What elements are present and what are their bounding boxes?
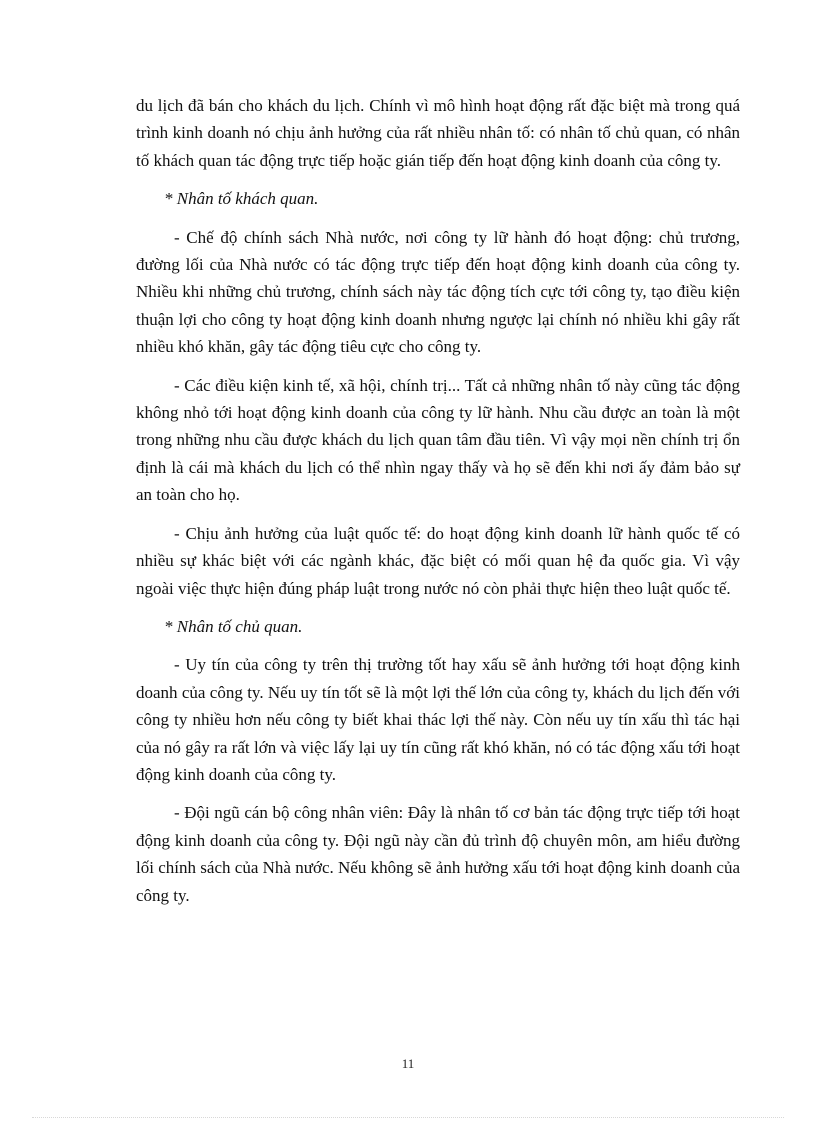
paragraph-company-reputation: - Uy tín của công ty trên thị trường tốt hay xấu sẽ ảnh hưởng tới hoạt động kinh doanh của công ty. Nếu uy tín tốt sẽ là một lợi thế lớn của công ty, khách du lịch đến với công ty nhiều hơn nếu công ty biết khai thác lợi thế này. Còn nếu uy tín xấu thì tác hại của nó gây ra rất lớn và việc lấy lại uy tín cũng rất khó khăn, nó có tác động xấu tới hoạt động kinh doanh của công ty. bbox=[136, 655, 740, 784]
paragraph-staff: - Đội ngũ cán bộ công nhân viên: Đây là nhân tố cơ bản tác động trực tiếp tới hoạt động kinh doanh của công ty. Đội ngũ này cần đủ trình độ chuyên môn, am hiểu đường lối chính sách của Nhà nước. Nếu không sẽ ảnh hưởng xấu tới hoạt động kinh doanh của công ty. bbox=[136, 803, 740, 905]
heading-subjective-factors: * Nhân tố chủ quan. bbox=[164, 616, 303, 636]
footer-divider bbox=[32, 1117, 784, 1118]
paragraph-state-policy: - Chế độ chính sách Nhà nước, nơi công ty lữ hành đó hoạt động: chủ trương, đường lối của Nhà nước có tác động trực tiếp đến hoạt động kinh doanh của công ty. Nhiều khi những chủ trương, chính sách này tác động tích cực tới công ty, tạo điều kiện thuận lợi cho công ty hoạt động kinh doanh nhưng ngược lại chính nó nhiều khi gây rất nhiều khó khăn, gây tác động tiêu cực cho công ty. bbox=[136, 227, 740, 357]
paragraph-economic-conditions: - Các điều kiện kinh tế, xã hội, chính trị... Tất cả những nhân tố này cũng tác động không nhỏ tới hoạt động kinh doanh của công ty lữ hành. Nhu cầu được an toàn là một trong những nhu cầu được khách du lịch quan tâm đầu tiên. Vì vậy mọi nền chính trị ổn định là cái mà khách du lịch có thể nhìn ngay thấy và họ sẽ đến khi nơi ấy đảm bảo sự an toàn cho họ. bbox=[136, 375, 740, 505]
paragraph-intro: du lịch đã bán cho khách du lịch. Chính vì mô hình hoạt động rất đặc biệt mà trong quá trình kinh doanh nó chịu ảnh hưởng của rất nhiều nhân tố: có nhân tố chủ quan, có nhân tố khách quan tác động trực tiếp hoặc gián tiếp đến hoạt động kinh doanh của công ty. bbox=[136, 96, 740, 170]
paragraph-international-law: - Chịu ảnh hưởng của luật quốc tế: do hoạt động kinh doanh lữ hành quốc tế có nhiều sự khác biệt với các ngành khác, đặc biệt có mối quan hệ đa quốc gia. Vì vậy ngoài việc thực hiện đúng pháp luật trong nước nó còn phải thực hiện theo luật quốc tế. bbox=[136, 523, 740, 598]
document-body bbox=[136, 92, 740, 920]
page-number: 11 bbox=[401, 1056, 415, 1071]
heading-objective-factors: * Nhân tố khách quan. bbox=[164, 189, 319, 209]
